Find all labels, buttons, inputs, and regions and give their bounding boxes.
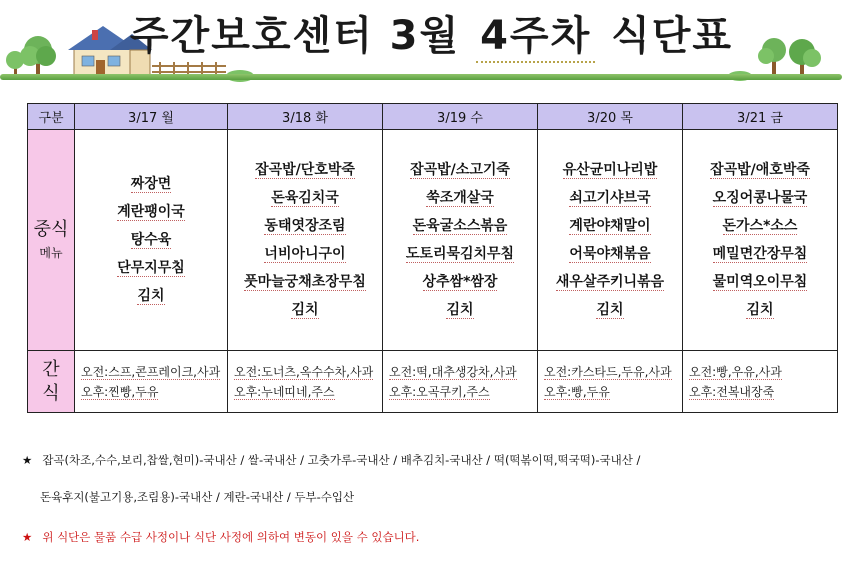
- dish-item: 도토리묵김치무침: [405, 246, 515, 262]
- dish-item: 계란야채말이: [569, 218, 651, 234]
- star-icon: ★: [22, 453, 33, 467]
- dish-item: 너비아니구이: [264, 246, 346, 262]
- snack-pm: 오후:빵,두유: [544, 384, 610, 399]
- change-warning-text: 위 식단은 물품 수급 사정이나 식단 사정에 의하여 변동이 있을 수 있습니다.: [42, 530, 420, 544]
- snack-label-cell: [28, 351, 75, 413]
- dish-item: 돈육김치국: [271, 190, 339, 206]
- dish-item: 단무지무침: [117, 260, 185, 276]
- dish-item: 돈육굴소스볶음: [412, 218, 508, 234]
- snack-cell-thu: [538, 351, 683, 413]
- weekly-menu-table: [27, 103, 838, 413]
- page-header: [0, 0, 863, 92]
- change-warning-line: [22, 527, 419, 547]
- snack-am: 오전:떡,대추생강차,사과: [389, 364, 517, 379]
- lunch-label-cell: [28, 130, 75, 351]
- origin-note-line-2: [40, 487, 354, 507]
- header-day-cell: 3/20 목: [538, 104, 683, 130]
- snack-cell-tue: [228, 351, 383, 413]
- snack-am: 오전:카스타드,두유,사과: [544, 364, 672, 379]
- snack-am: 오전:도너츠,옥수수차,사과: [234, 364, 374, 379]
- dish-item: 메밀면간장무침: [712, 246, 808, 262]
- snack-cell-wed: [383, 351, 538, 413]
- dish-item: 탕수육: [130, 232, 172, 248]
- dish-item: 풋마늘궁채초장무침: [244, 274, 366, 290]
- title-prefix: 주간보호센터 3월: [129, 13, 477, 59]
- table-header-row: [28, 104, 838, 130]
- dish-item: 쇠고기샤브국: [569, 190, 651, 206]
- dish-item: 유산균미나리밥: [562, 162, 658, 178]
- lunch-menu-cell-mon: [75, 130, 228, 351]
- title-week: 4주차: [476, 4, 595, 63]
- dish-item: 잡곡밥/단호박죽: [255, 162, 355, 178]
- lunch-label: 중식: [33, 219, 69, 240]
- header-category-cell: 구분: [28, 104, 75, 130]
- snack-row: [28, 351, 838, 413]
- dish-item: 짜장면: [130, 176, 172, 192]
- dish-item: 쑥조개살국: [426, 190, 494, 206]
- lunch-menu-cell-fri: [683, 130, 838, 351]
- title-suffix: 식단표: [595, 13, 734, 59]
- dish-item: 상추쌈*쌈장: [422, 274, 498, 290]
- dish-item: 잡곡밥/애호박죽: [710, 162, 810, 178]
- star-icon: ★: [22, 530, 33, 544]
- snack-pm: 오후:찐빵,두유: [81, 384, 159, 399]
- lunch-menu-cell-tue: [228, 130, 383, 351]
- dish-item: 새우살주키니볶음: [555, 274, 665, 290]
- dish-item: 잡곡밥/소고기죽: [410, 162, 510, 178]
- snack-am: 오전:스프,콘프레이크,사과: [81, 364, 221, 379]
- dish-item: 계란팽이국: [117, 204, 185, 220]
- dish-item: 김치: [446, 302, 474, 318]
- dish-item: 돈가스*소스: [722, 218, 798, 234]
- snack-pm: 오후:오곡쿠키,주스: [389, 384, 490, 399]
- snack-cell-mon: [75, 351, 228, 413]
- grass-ground: [0, 74, 842, 80]
- snack-am: 오전:빵,우유,사과: [689, 364, 782, 379]
- header-day-cell: 3/17 월: [75, 104, 228, 130]
- dish-item: 김치: [596, 302, 624, 318]
- header-day-cell: 3/19 수: [383, 104, 538, 130]
- dish-item: 김치: [137, 288, 165, 304]
- snack-cell-fri: [683, 351, 838, 413]
- dish-item: 오징어콩나물국: [712, 190, 808, 206]
- lunch-menu-cell-wed: [383, 130, 538, 351]
- dish-item: 물미역오이무침: [712, 274, 808, 290]
- snack-label-bottom: 식: [42, 382, 60, 404]
- dish-item: 어묵야채볶음: [569, 246, 651, 262]
- origin-text-2: 돈육후지(불고기용,조림용)-국내산 / 계란-국내산 / 두부-수입산: [40, 490, 355, 504]
- header-day-cell: 3/21 금: [683, 104, 838, 130]
- lunch-row: [28, 130, 838, 351]
- lunch-sublabel: 메뉴: [39, 246, 63, 260]
- header-day-cell: 3/18 화: [228, 104, 383, 130]
- dish-item: 김치: [746, 302, 774, 318]
- dish-item: 김치: [291, 302, 319, 318]
- page-title: [0, 4, 863, 63]
- origin-text-1: 잡곡(차조,수수,보리,찹쌀,현미)-국내산 / 쌀-국내산 / 고춧가루-국내산 / 배추김치-국내산 / 떡(떡볶이떡,떡국떡)-국내산 /: [42, 453, 641, 467]
- dish-item: 동태엿장조림: [264, 218, 346, 234]
- snack-pm: 오후:전복내장죽: [689, 384, 775, 399]
- lunch-menu-cell-thu: [538, 130, 683, 351]
- snack-label-top: 간: [42, 358, 60, 380]
- snack-pm: 오후:누네띠네,주스: [234, 384, 335, 399]
- origin-note-line-1: [22, 450, 640, 470]
